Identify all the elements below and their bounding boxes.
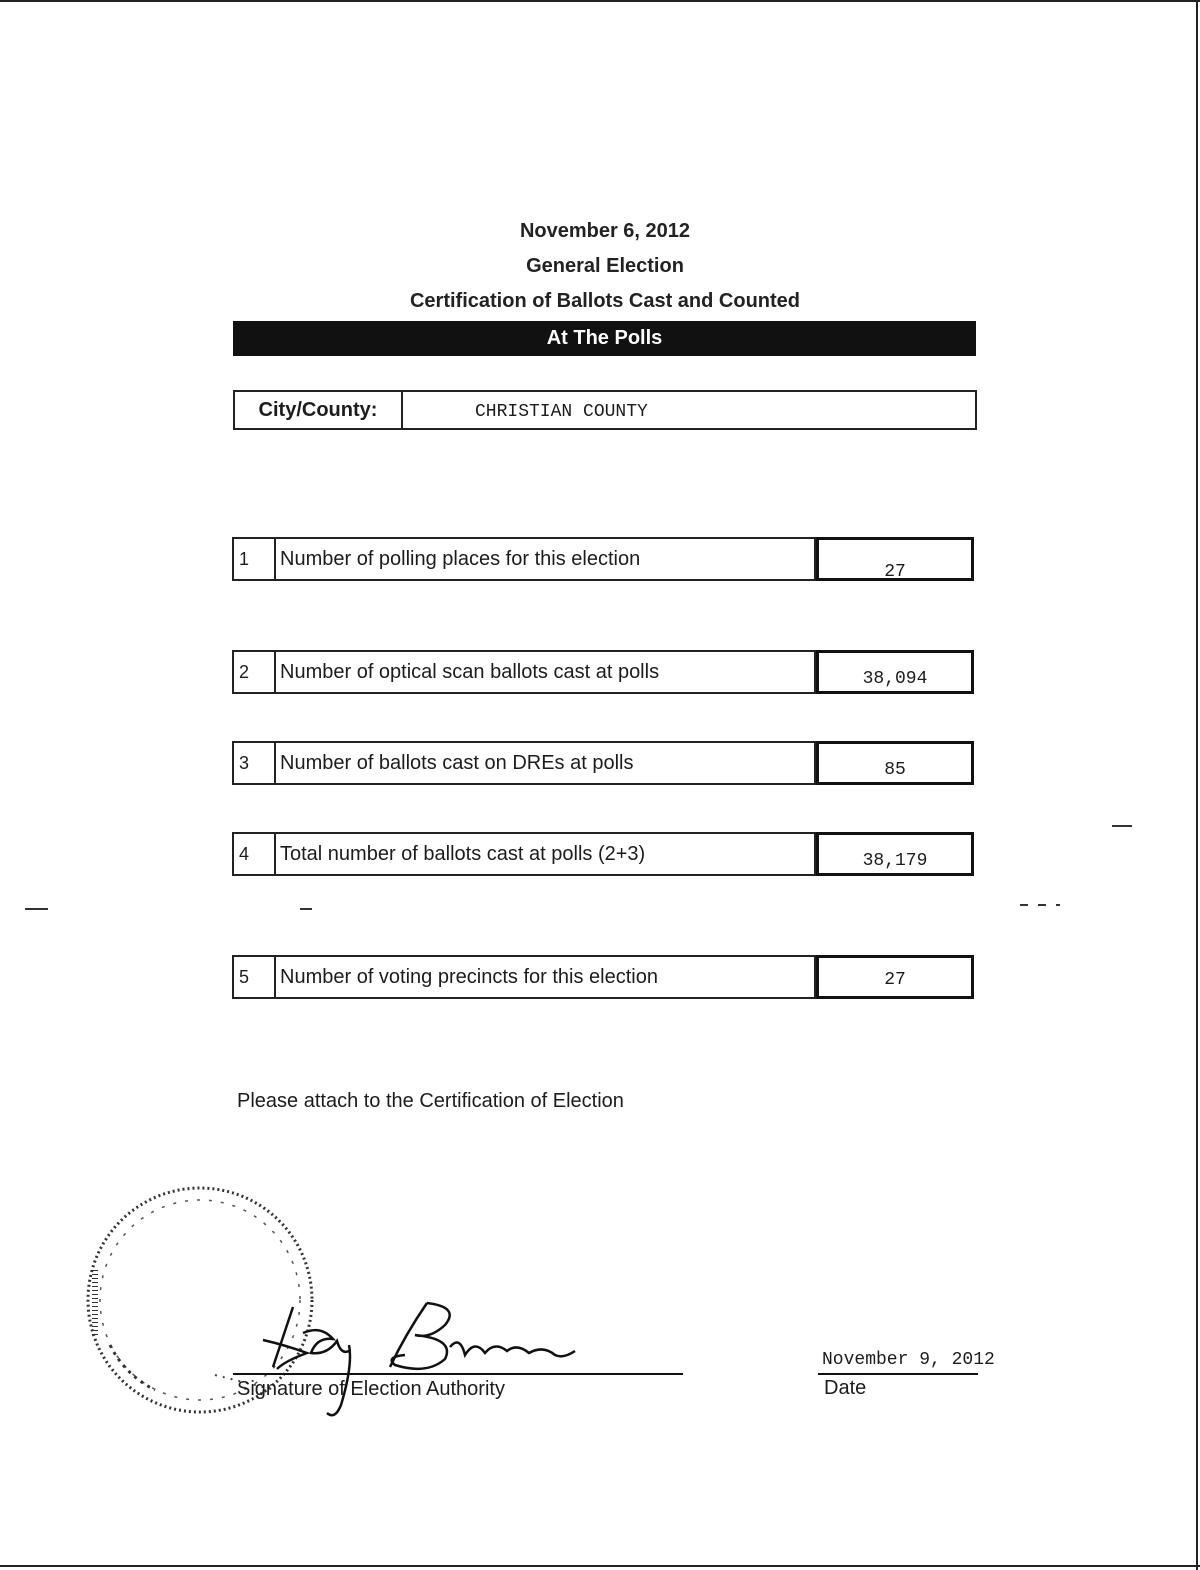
row-value: 27 — [816, 537, 974, 581]
date-label: Date — [824, 1377, 867, 1399]
header-title: Certification of Ballots Cast and Counted — [409, 290, 801, 312]
attach-note: Please attach to the Certification of Election — [237, 1090, 624, 1112]
county-value: CHRISTIAN COUNTY — [475, 402, 648, 422]
row-number: 4 — [232, 832, 274, 876]
row-value: 85 — [816, 741, 974, 785]
row-number: 2 — [232, 650, 274, 694]
row-description: Number of ballots cast on DREs at polls — [274, 741, 816, 785]
section-banner: At The Polls — [233, 321, 976, 356]
row-description: Number of optical scan ballots cast at polls — [274, 650, 816, 694]
county-label: City/County: — [235, 392, 403, 428]
header-date: November 6, 2012 — [519, 220, 691, 242]
header-election: General Election — [526, 255, 684, 277]
row-number: 3 — [232, 741, 274, 785]
signature-label: Signature of Election Authority — [237, 1378, 505, 1400]
row-description: Number of polling places for this election — [274, 537, 816, 581]
row-value: 27 — [816, 955, 974, 999]
signed-date-value: November 9, 2012 — [822, 1350, 995, 1370]
row-description: Total number of ballots cast at polls (2+3) — [274, 832, 816, 876]
row-description: Number of voting precincts for this election — [274, 955, 816, 999]
row-number: 5 — [232, 955, 274, 999]
row-number: 1 — [232, 537, 274, 581]
row-value: 38,179 — [816, 832, 974, 876]
row-value: 38,094 — [816, 650, 974, 694]
